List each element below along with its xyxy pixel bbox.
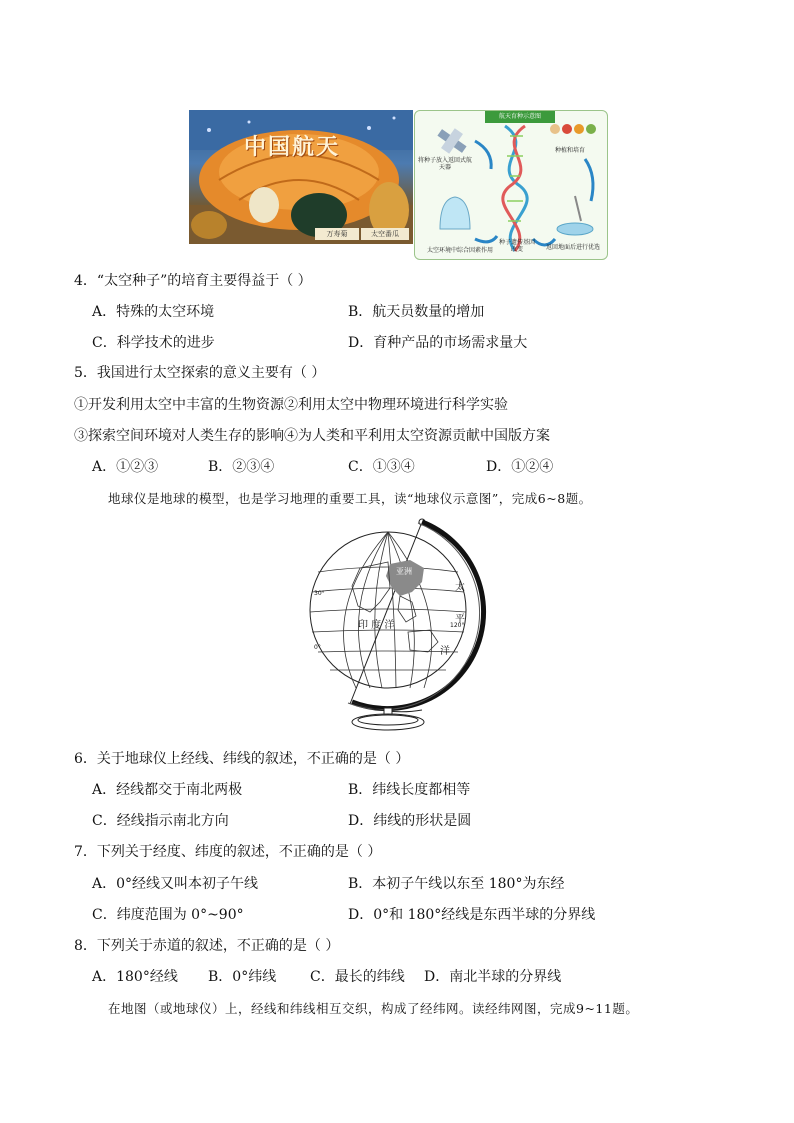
diagram-label-step3: 种子遗传基因改变 <box>499 239 536 253</box>
space-breeding-diagram <box>414 110 608 260</box>
q7-option-c: C．纬度范围为 0°~90° <box>92 907 244 923</box>
q5-option-c: C．①③④ <box>348 459 415 475</box>
q4-option-a: A．特殊的太空环境 <box>92 304 215 320</box>
diagram-illustration <box>415 111 607 259</box>
globe-label-indian-ocean: 印 度 洋 <box>358 620 395 631</box>
q8-option-d: D．南北半球的分界线 <box>424 969 562 985</box>
globe-label-lat0: 0° <box>314 644 321 651</box>
diagram-label-step1: 将种子放入返回式航天器 <box>417 157 472 171</box>
q5-statement-line1: ①开发利用太空中丰富的生物资源②利用太空中物理环境进行科学实验 <box>74 397 508 413</box>
intro-graticule: 在地图（或地球仪）上，经线和纬线相互交织，构成了经纬网。读经纬网图，完成9~11题。 <box>108 1001 639 1016</box>
q8-option-c: C．最长的纬线 <box>310 969 405 985</box>
q7-option-d: D．0°和 180°经线是东西半球的分界线 <box>348 907 596 923</box>
diagram-title: 航天育种示意图 <box>485 110 555 123</box>
photo-tag-left: 万寿菊 <box>315 228 359 240</box>
q8-stem: 8．下列关于赤道的叙述，不正确的是（ ） <box>74 938 340 954</box>
q4-stem: 4．“太空种子”的培育主要得益于（ ） <box>74 273 312 289</box>
q6-option-d: D．纬线的形状是圆 <box>348 813 472 829</box>
globe-label-lon120: 120° <box>450 622 465 629</box>
q6-option-a: A．经线都交于南北两极 <box>92 782 243 798</box>
globe-label-pacific-1: 太 <box>455 582 465 593</box>
intro-globe: 地球仪是地球的模型，也是学习地理的重要工具，读“地球仪示意图”，完成6~8题。 <box>108 491 592 506</box>
globe-label-lat30: 30° <box>314 590 325 597</box>
q5-option-a: A．①②③ <box>92 459 159 475</box>
globe-drawing <box>300 512 500 734</box>
q5-option-d: D．①②④ <box>486 459 554 475</box>
globe-figure <box>300 512 500 734</box>
q6-option-c: C．经线指示南北方向 <box>92 813 229 829</box>
diagram-label-step2: 太空环境中综合因素作用 <box>426 247 493 254</box>
q4-option-c: C．科学技术的进步 <box>92 335 215 351</box>
globe-label-asia: 亚洲 <box>396 567 412 576</box>
q7-stem: 7．下列关于经度、纬度的叙述，不正确的是（ ） <box>74 844 382 860</box>
diagram-label-step5: 种植和培育 <box>554 147 585 154</box>
q7-option-a: A．0°经线又叫本初子午线 <box>92 876 259 892</box>
q4-option-b: B．航天员数量的增加 <box>348 304 485 320</box>
q7-option-b: B．本初子午线以东至 180°为东经 <box>348 876 565 892</box>
q4-option-d: D．育种产品的市场需求量大 <box>348 335 528 351</box>
q5-option-b: B．②③④ <box>208 459 275 475</box>
globe-label-pacific-2: 平 <box>455 614 465 625</box>
q5-stem: 5．我国进行太空探索的意义主要有（ ） <box>74 365 326 381</box>
q6-stem: 6．关于地球仪上经线、纬线的叙述，不正确的是（ ） <box>74 751 410 767</box>
space-pumpkin-photo <box>189 110 413 244</box>
diagram-label-step4: 返回地面后进行优选 <box>545 244 600 251</box>
photo-caption: 中国航天 <box>244 134 341 160</box>
q8-option-a: A．180°经线 <box>92 969 178 985</box>
photo-tag-right: 太空番瓜 <box>361 228 409 240</box>
globe-label-pacific-3: 洋 <box>440 646 450 657</box>
q8-option-b: B．0°纬线 <box>208 969 277 985</box>
q6-option-b: B．纬线长度都相等 <box>348 782 471 798</box>
q5-statement-line2: ③探索空间环境对人类生存的影响④为人类和平利用太空资源贡献中国版方案 <box>74 428 550 444</box>
